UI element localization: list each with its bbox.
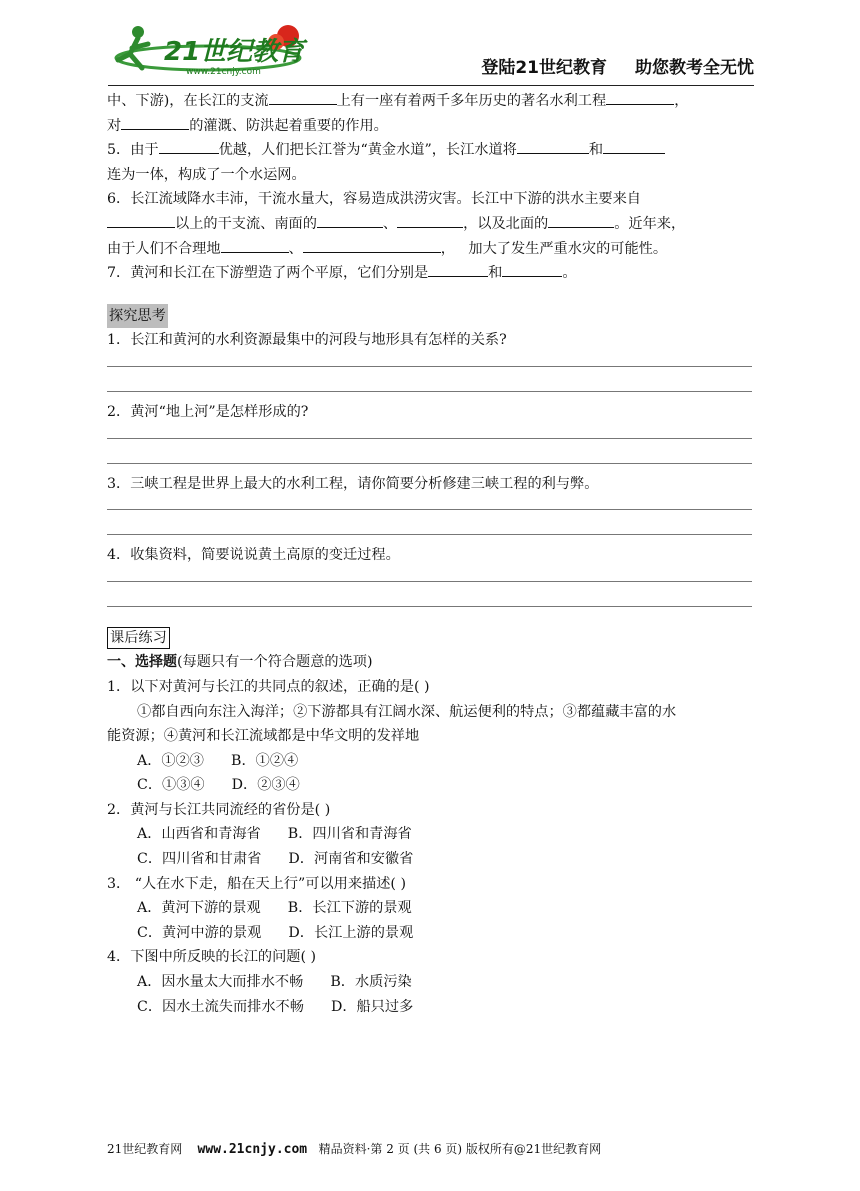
page-header xyxy=(108,14,754,82)
footer-info: 精品资料·第 2 页 (共 6 页) 版权所有@21世纪教育网 xyxy=(318,1142,602,1156)
answer-blank[interactable] xyxy=(107,213,175,228)
footer-url[interactable]: www.21cnjy.com xyxy=(197,1142,308,1157)
site-logo xyxy=(108,14,308,80)
question-1-stem: 1．以下对黄河与长江的共同点的叙述，正确的是( ) xyxy=(107,678,430,695)
question-1-detail: ①都自西向东注入海洋；②下游都具有江阔水深、航运便利的特点；③都蕴藏丰富的水 xyxy=(137,703,677,720)
answer-line[interactable] xyxy=(107,606,752,607)
svg-text:www.21cnjy.com: www.21cnjy.com xyxy=(186,67,261,77)
explore-question-1: 1．长江和黄河的水利资源最集中的河段与地形具有怎样的关系? xyxy=(107,332,507,349)
header-rule xyxy=(108,85,754,86)
answer-blank[interactable] xyxy=(502,262,562,277)
fill-line-1: 中、下游)，在长江的支流 上有一座有着两千多年历史的著名水利工程 ， xyxy=(107,89,755,114)
fill-line-2: 对 的灌溉、防洪起着重要的作用。 xyxy=(107,114,755,139)
question-1-options[interactable]: A．①②③ B．①②④ xyxy=(137,752,299,769)
question-3-options[interactable]: C．黄河中游的景观 D．长江上游的景观 xyxy=(137,924,414,941)
answer-blank[interactable] xyxy=(428,262,488,277)
page-footer xyxy=(107,1140,755,1157)
answer-blank[interactable] xyxy=(397,213,463,228)
multiple-choice-heading: 一、选择题(每题只有一个符合题意的选项) xyxy=(107,654,373,671)
answer-blank[interactable] xyxy=(603,139,665,154)
explore-question-4: 4．收集资料，简要说说黄土高原的变迁过程。 xyxy=(107,547,400,564)
question-3-options[interactable]: A．黄河下游的景观 B．长江下游的景观 xyxy=(137,900,412,917)
question-6-line-2: 以上的干支流、南面的 、 ，以及北面的 。近年来， xyxy=(107,212,755,237)
question-2-options[interactable]: A．山西省和青海省 B．四川省和青海省 xyxy=(137,826,412,843)
answer-blank[interactable] xyxy=(548,213,614,228)
question-5-line-1: 5．由于 优越，人们把长江誉为“黄金水道”，长江水道将 和 xyxy=(107,138,755,163)
header-slogan xyxy=(481,53,754,78)
answer-blank[interactable] xyxy=(317,213,383,228)
question-2-stem: 2．黄河与长江共同流经的省份是( ) xyxy=(107,801,331,818)
question-6-line-3: 由于人们不合理地 、 ， 加大了发生严重水灾的可能性。 xyxy=(107,237,755,262)
svg-text:21世纪教育: 21世纪教育 xyxy=(164,37,305,67)
answer-blank[interactable] xyxy=(606,90,674,105)
document-body xyxy=(107,89,755,1019)
answer-blank[interactable] xyxy=(269,90,337,105)
slogan-left: 登陆21世纪教育 xyxy=(481,58,607,78)
question-5-line-2: 连为一体，构成了一个水运网。 xyxy=(107,166,306,183)
question-6-line-1: 6．长江流域降水丰沛，干流水量大，容易造成洪涝灾害。长江中下游的洪水主要来自 xyxy=(107,191,641,208)
question-2-options[interactable]: C．四川省和甘肃省 D．河南省和安徽省 xyxy=(137,851,414,868)
question-4-stem: 4．下图中所反映的长江的问题( ) xyxy=(107,949,317,966)
explore-question-3: 3．三峡工程是世界上最大的水利工程，请你简要分析修建三峡工程的利与弊。 xyxy=(107,475,599,492)
question-7: 7．黄河和长江在下游塑造了两个平原，它们分别是 和 。 xyxy=(107,261,755,286)
answer-blank[interactable] xyxy=(159,139,219,154)
question-4-options[interactable]: C．因水土流失而排水不畅 D．船只过多 xyxy=(137,998,414,1015)
answer-blank[interactable] xyxy=(303,238,441,253)
question-1-options[interactable]: C．①③④ D．②③④ xyxy=(137,777,300,794)
explore-question-2: 2．黄河“地上河”是怎样形成的? xyxy=(107,403,309,420)
question-3-stem: 3． “人在水下走，船在天上行”可以用来描述( ) xyxy=(107,875,406,892)
footer-site: 21世纪教育网 xyxy=(107,1142,183,1156)
answer-blank[interactable] xyxy=(517,139,589,154)
answer-blank[interactable] xyxy=(221,238,289,253)
question-1-detail: 能资源；④黄河和长江流域都是中华文明的发祥地 xyxy=(107,728,420,745)
answer-blank[interactable] xyxy=(121,115,189,130)
practice-section-label: 课后练习 xyxy=(107,627,170,649)
question-4-options[interactable]: A．因水量太大而排水不畅 B．水质污染 xyxy=(137,974,412,991)
explore-section-label: 探究思考 xyxy=(107,304,168,329)
slogan-right: 助您教考全无忧 xyxy=(635,58,754,78)
